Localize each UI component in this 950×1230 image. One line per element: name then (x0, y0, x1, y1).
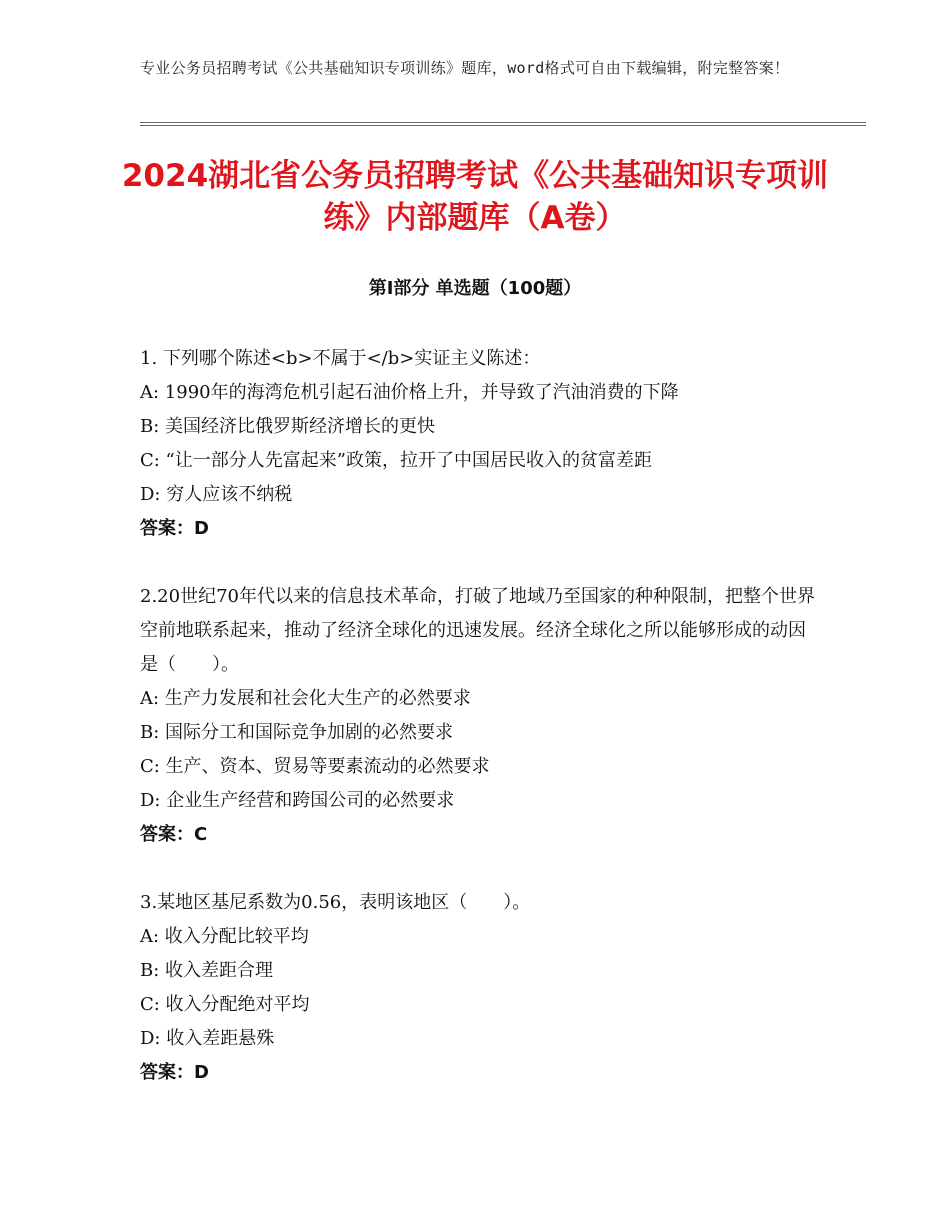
document-title: 2024湖北省公务员招聘考试《公共基础知识专项训练》内部题库（A卷） (121, 158, 829, 236)
header-note: 专业公务员招聘考试《公共基础知识专项训练》题库，word格式可自由下载编辑，附完整答案！ (140, 59, 790, 77)
option-d: D: 穷人应该不纳税 (140, 484, 293, 505)
answer-line: 答案：D (140, 518, 209, 539)
option-c: C: 生产、资本、贸易等要素流动的必然要求 (140, 756, 490, 777)
option-b: B: 美国经济比俄罗斯经济增长的更快 (140, 416, 436, 437)
question-item (140, 342, 820, 546)
answer-line: 答案：C (140, 824, 208, 845)
option-a: A: 1990年的海湾危机引起石油价格上升，并导致了汽油消费的下降 (140, 382, 679, 403)
option-a: A: 收入分配比较平均 (140, 926, 309, 947)
option-a: A: 生产力发展和社会化大生产的必然要求 (140, 688, 471, 709)
question-item (140, 886, 820, 1090)
option-b: B: 收入差距合理 (140, 960, 274, 981)
option-d: D: 企业生产经营和跨国公司的必然要求 (140, 790, 455, 811)
question-item (140, 580, 820, 852)
question-stem: 1. 下列哪个陈述<b>不属于</b>实证主义陈述： (140, 348, 541, 369)
question-stem: 2.20世纪70年代以来的信息技术革命，打破了地域乃至国家的种种限制，把整个世界空前地联系起来，推动了经济全球化的迅速发展。经济全球化之所以能够形成的动因是（ ）。 (140, 586, 815, 675)
option-c: C: “让一部分人先富起来”政策，拉开了中国居民收入的贫富差距 (140, 450, 652, 471)
header-divider (140, 122, 866, 123)
option-c: C: 收入分配绝对平均 (140, 994, 310, 1015)
header-divider-secondary (140, 125, 866, 126)
answer-line: 答案：D (140, 1062, 209, 1083)
option-b: B: 国际分工和国际竞争加剧的必然要求 (140, 722, 454, 743)
section-heading: 第I部分 单选题（100题） (368, 278, 582, 299)
option-d: D: 收入差距悬殊 (140, 1028, 275, 1049)
question-stem: 3.某地区基尼系数为0.56，表明该地区（ ）。 (140, 892, 531, 913)
